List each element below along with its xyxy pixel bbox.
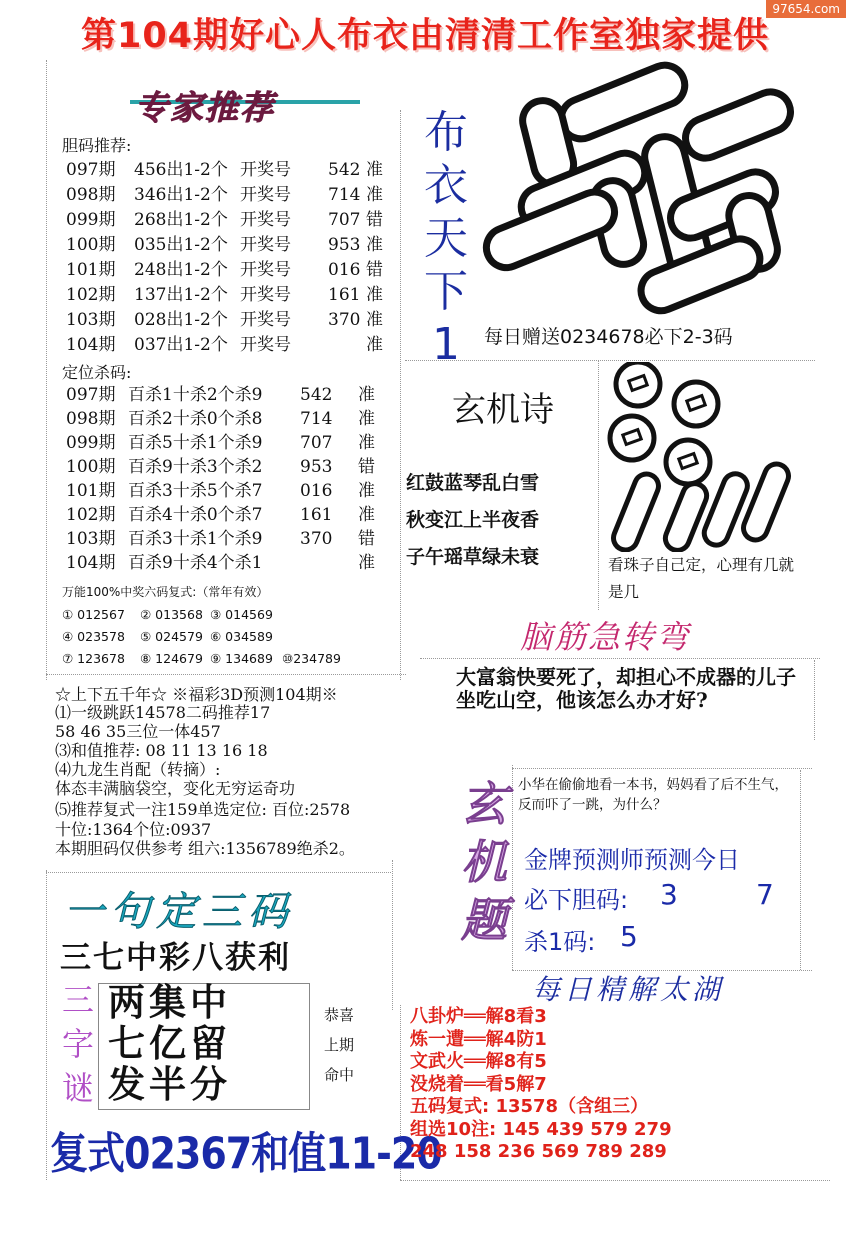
- divider: [46, 872, 391, 873]
- riddle-text: [108, 982, 231, 1105]
- brain-teaser-heading: 脑筋急转弯: [520, 618, 691, 656]
- buyi-vertical-title: 布 衣 天 下 1: [424, 107, 468, 370]
- beads-art: [604, 362, 814, 552]
- brain-teaser-text: 大富翁快要死了，却担心不成器的儿子坐吃山空，他该怎么办才好?: [456, 665, 796, 712]
- divider: [800, 770, 801, 970]
- congrats-note: 恭喜 上期 命中: [324, 1006, 355, 1084]
- big-number-56-art: [478, 60, 808, 320]
- kill-label: 定位杀码:: [62, 363, 132, 382]
- poem-note: 看珠子自己定，心理有几就是几: [608, 556, 795, 601]
- p3d-line: ☆上下五千年☆ ※福彩3D预测104期※: [55, 685, 338, 704]
- must-dan-2: 7: [756, 878, 774, 911]
- san-zi-mi-label: 三 字 谜: [61, 981, 94, 1107]
- big-number-art: [478, 60, 808, 320]
- poem-line: 秋变江上半夜香: [406, 509, 540, 531]
- riddle-line: 七亿留: [108, 1021, 231, 1065]
- taihu-line: 八卦炉══解8看3: [410, 1006, 547, 1027]
- page-title: 第104期好心人布衣由清清工作室独家提供: [80, 16, 770, 56]
- taihu-wuma: 五码复式: 13578（含组三）: [410, 1096, 649, 1117]
- divider: [46, 870, 47, 1180]
- yiju-slogan: 三七中彩八获利: [60, 940, 291, 976]
- riddle-line: 发半分: [108, 1062, 231, 1106]
- p3d-line: ⑷九龙生肖配（转摘）:: [55, 760, 221, 779]
- divider: [512, 765, 513, 970]
- abacus-beads-illustration: [604, 362, 814, 552]
- dan-label: 胆码推荐:: [62, 136, 132, 155]
- taihu-heading: 每日精解太湖: [532, 973, 725, 1006]
- divider: [400, 1180, 830, 1181]
- divider: [814, 660, 815, 740]
- divider: [46, 60, 47, 680]
- taihu-zuxuan: 组选10注: 145 439 579 279: [410, 1118, 672, 1140]
- p3d-line: ⑸推荐复式一注159单选定位: 百位:2578: [55, 800, 351, 819]
- xuanji-vertical-title: 玄 机 题: [461, 777, 507, 947]
- riddle-line: 两集中: [108, 980, 231, 1024]
- gold-predictor: 金牌预测师预测今日: [524, 846, 740, 874]
- fushi-summary: 复式02367和值11-20: [50, 1128, 442, 1179]
- p3d-line: 十位:1364个位:0937: [55, 820, 212, 839]
- kill-one-value: 5: [620, 920, 638, 953]
- p3d-line: ⑶和值推荐: 08 11 13 16 18: [55, 741, 268, 760]
- divider: [512, 768, 812, 769]
- daily-gift: 每日赠送0234678必下2-3码: [484, 326, 733, 348]
- p3d-line: ⑴一级跳跃14578二码推荐17: [55, 703, 271, 722]
- six-code-label: 万能100%中奖六码复式:（常年有效）: [62, 585, 269, 599]
- divider: [392, 860, 393, 1010]
- xuanji-question: 小华在偷偷地看一本书，妈妈看了后不生气，反而吓了一跳，为什么？: [518, 777, 788, 813]
- taihu-line: 文武火══解8有5: [410, 1051, 547, 1072]
- must-dan-label: 必下胆码:: [524, 886, 629, 914]
- divider: [420, 658, 820, 659]
- poem-line: 红鼓蓝琴乱白雪: [406, 472, 540, 494]
- p3d-line: 体态丰满脑袋空，变化无穷运奇功: [55, 779, 296, 798]
- divider: [598, 360, 599, 610]
- kill-one-label: 杀1码:: [524, 928, 596, 956]
- taihu-lines: [410, 1006, 672, 1164]
- p3d-line: 本期胆码仅供参考 组六:1356789绝杀2。: [55, 839, 355, 858]
- p3d-line: 58 46 35三位一体457: [55, 722, 221, 741]
- divider: [46, 674, 406, 675]
- expert-heading: 专家推荐: [135, 88, 275, 127]
- poem-lines: [406, 465, 539, 576]
- taihu-zuxuan-2: 248 158 236 569 789 289: [410, 1141, 667, 1162]
- must-dan-1: 3: [660, 878, 678, 911]
- big-number-text: [478, 60, 479, 61]
- divider: [400, 110, 401, 680]
- poem-line: 子午瑶草绿未衰: [406, 546, 540, 568]
- taihu-line: 炼一遭══解4防1: [410, 1028, 547, 1050]
- poem-heading: 玄机诗: [452, 390, 554, 430]
- taihu-line: 没烧着══看5解7: [410, 1073, 547, 1095]
- yiju-heading: 一句定三码: [64, 889, 294, 935]
- site-watermark: 97654.com: [766, 0, 846, 18]
